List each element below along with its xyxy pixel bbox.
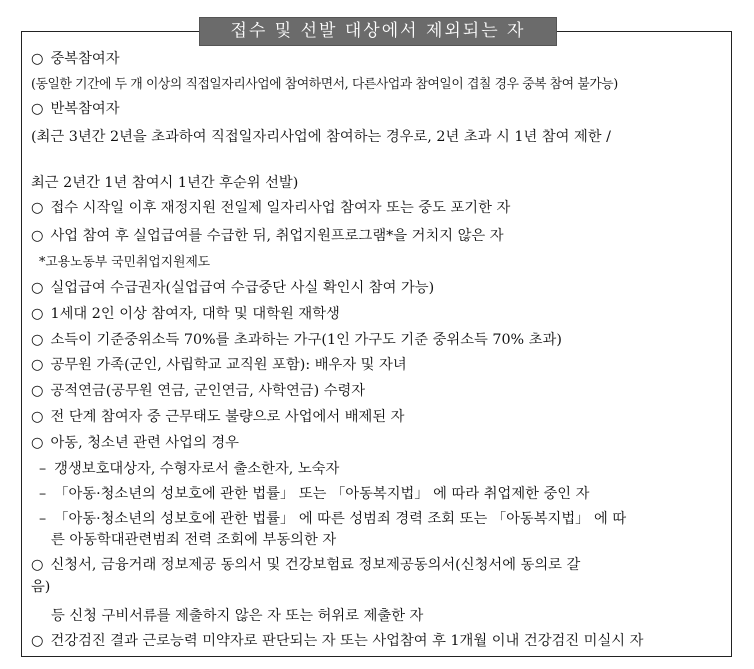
footnote: *고용노동부 국민취업지원제도: [39, 255, 211, 270]
circle-bullet-icon: ○: [31, 332, 44, 348]
circle-bullet-icon: ○: [31, 633, 44, 649]
dash-bullet-icon: –: [39, 486, 47, 502]
dash-bullet-icon: –: [39, 461, 47, 477]
list-item: ○ 건강검진 결과 근로능력 미약자로 판단되는 자 또는 사업참여 후 1개월 이내 건강검진 미실시 자: [31, 633, 644, 649]
list-item-continued: 등 신청 구비서류를 제출하지 않은 자 또는 허위로 제출한 자: [51, 608, 424, 624]
list-item-note: 최근 2년간 1년 참여시 1년간 후순위 선발): [31, 175, 299, 191]
list-item: ○ 중복참여자: [31, 51, 120, 67]
list-item: ○ 반복참여자: [31, 101, 120, 117]
circle-bullet-icon: ○: [31, 51, 44, 67]
circle-bullet-icon: ○: [31, 383, 44, 399]
dash-bullet-icon: –: [39, 511, 47, 527]
list-item: ○ 접수 시작일 이후 재정지원 전일제 일자리사업 참여자 또는 중도 포기한 자: [31, 200, 511, 216]
sub-list-item: – 「아동·청소년의 성보호에 관한 법률」 에 따른 성범죄 경력 조회 또는 「아동복지법」 에 따: [39, 511, 627, 527]
list-item: ○ 아동, 청소년 관련 사업의 경우: [31, 435, 239, 451]
circle-bullet-icon: ○: [31, 357, 44, 373]
sub-list-item: – 「아동·청소년의 성보호에 관한 법률」 또는 「아동복지법」 에 따라 취업제한 중인 자: [39, 486, 590, 502]
circle-bullet-icon: ○: [31, 101, 44, 117]
circle-bullet-icon: ○: [31, 435, 44, 451]
list-item: ○ 공적연금(공무원 연금, 군인연금, 사학연금) 수령자: [31, 383, 366, 399]
list-item: ○ 공무원 가족(군인, 사립학교 교직원 포함): 배우자 및 자녀: [31, 357, 407, 373]
list-item-continued: 음): [31, 579, 51, 595]
list-item: ○ 전 단계 참여자 중 근무태도 불량으로 사업에서 배제된 자: [31, 409, 405, 425]
list-item: ○ 신청서, 금융거래 정보제공 동의서 및 건강보험료 정보제공동의서(신청서에 동의로 갈: [31, 557, 581, 573]
circle-bullet-icon: ○: [31, 228, 44, 244]
list-item: ○ 1세대 2인 이상 참여자, 대학 및 대학원 재학생: [31, 306, 340, 322]
circle-bullet-icon: ○: [31, 280, 44, 296]
circle-bullet-icon: ○: [31, 200, 44, 216]
list-item: ○ 사업 참여 후 실업급여를 수급한 뒤, 취업지원프로그램*을 거치지 않은 자: [31, 228, 504, 244]
sub-list-item: – 갱생보호대상자, 수형자로서 출소한자, 노숙자: [39, 461, 340, 477]
list-item-note: (동일한 기간에 두 개 이상의 직접일자리사업에 참여하면서, 다른사업과 참여일이 겹칠 경우 중복 참여 불가능): [31, 77, 618, 92]
circle-bullet-icon: ○: [31, 306, 44, 322]
list-item: ○ 실업급여 수급권자(실업급여 수급중단 사실 확인시 참여 가능): [31, 280, 435, 296]
circle-bullet-icon: ○: [31, 557, 44, 573]
list-item-note: (최근 3년간 2년을 초과하여 직접일자리사업에 참여하는 경우로, 2년 초과 시 1년 참여 제한 /: [31, 129, 611, 145]
sub-list-item-continued: 른 아동학대관련범죄 전력 조회에 부동의한 자: [51, 532, 337, 548]
circle-bullet-icon: ○: [31, 409, 44, 425]
section-title: 접수 및 선발 대상에서 제외되는 자: [199, 17, 557, 46]
list-item: ○ 소득이 기준중위소득 70%를 초과하는 가구(1인 가구도 기준 중위소득 70% 초과): [31, 332, 562, 348]
